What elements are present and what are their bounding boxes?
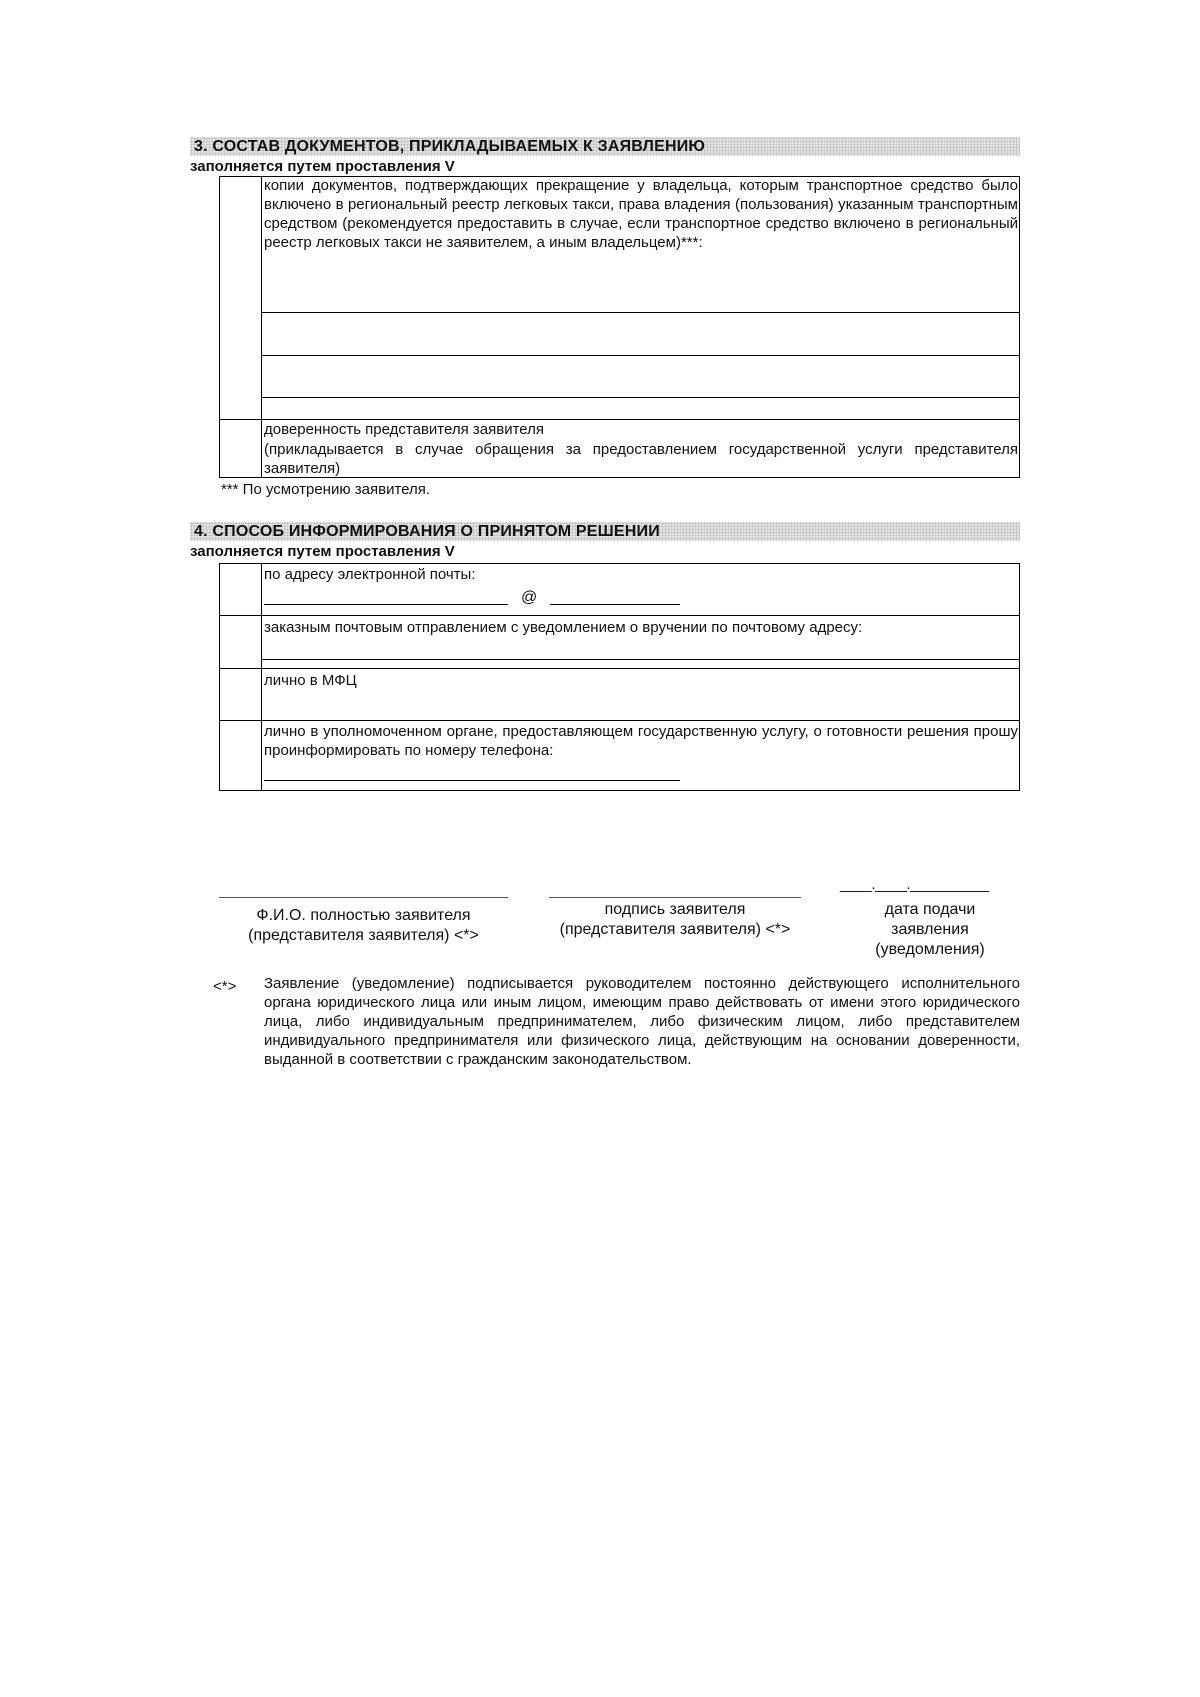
fio-caption-line-1: Ф.И.О. полностью заявителя [256, 907, 471, 924]
date-caption [835, 900, 1025, 960]
notification-row-separator-2 [219, 668, 1020, 669]
footnote: *** По усмотрению заявителя. [221, 481, 431, 498]
section-4-heading: 4. СПОСОБ ИНФОРМИРОВАНИЯ О ПРИНЯТОМ РЕШЕНИИ [190, 522, 1020, 541]
checkbox-mfc[interactable] [221, 670, 260, 719]
option-email-label: по адресу электронной почты: [264, 566, 476, 583]
option-office-label: лично в уполномоченном органе, предоставляющем государственную услугу, о готовности решения прошу проинформировать по номеру телефона: [264, 723, 1018, 759]
option-mfc-label: лично в МФЦ [264, 672, 357, 689]
item-poa-title: доверенность представителя заявителя [264, 421, 545, 438]
checkbox-power-of-attorney[interactable] [221, 421, 260, 477]
signature-caption-line-1: подпись заявителя [604, 901, 746, 918]
note-marker: <*> [213, 978, 237, 995]
postal-address-field[interactable] [261, 659, 1020, 660]
email-local-part-field[interactable] [264, 604, 508, 605]
notification-row-separator-1 [219, 615, 1020, 616]
item-copies-text: копии документов, подтверждающих прекращение у владельца, которым транспортное средство было включено в региональный реестр легковых такси, права владения (пользования) указанным транспортным средством (рекомендуется предоставить в случае, если транспортное средство включено в региональный реестр легковых такси не заявителем, а иным владельцем)***: [264, 177, 1018, 251]
date-caption-line-1: дата подачи [884, 901, 976, 918]
checkbox-copies[interactable] [221, 178, 260, 418]
date-caption-line-2: заявления [891, 921, 969, 938]
fio-caption-line-2: (представителя заявителя) <*> [248, 927, 479, 944]
copies-blank-line-1[interactable] [261, 312, 1020, 313]
signature-line[interactable] [549, 897, 801, 898]
checkbox-post[interactable] [221, 617, 260, 667]
at-sign: @ [521, 589, 538, 606]
documents-table-divider [261, 176, 262, 478]
copies-blank-line-2[interactable] [261, 355, 1020, 356]
checkbox-office[interactable] [221, 722, 260, 790]
fio-signature-line[interactable] [219, 897, 508, 898]
checkbox-email[interactable] [221, 565, 260, 614]
item-poa-note: (прикладывается в случае обращения за предоставлением государственной услуги представителя заявителя) [264, 441, 1018, 477]
signature-caption [549, 900, 801, 940]
note-text: Заявление (уведомление) подписывается руководителем постоянно действующего исполнительного органа юридического лица или иным лицом, имеющим право действовать от имени этого юридического лица, либо индивидуальным предпринимателем, либо физическим лицом, либо представителем индивидуального предпринимателя или физического лица, действующим на основании доверенности, выданной в соответствии с гражданским законодательством. [264, 975, 1020, 1068]
email-domain-field[interactable] [550, 604, 680, 605]
date-field[interactable]: ____.____.__________ [840, 876, 989, 893]
date-caption-line-3: (уведомления) [875, 941, 985, 958]
section-4-subheading: заполняется путем проставления V [190, 543, 455, 560]
notification-row-separator-3 [219, 720, 1020, 721]
fio-caption [219, 906, 508, 946]
option-post-label: заказным почтовым отправлением с уведомлением о вручении по почтовому адресу: [264, 619, 863, 636]
phone-number-field[interactable] [264, 780, 680, 781]
signature-caption-line-2: (представителя заявителя) <*> [559, 921, 791, 938]
notification-table-divider [261, 563, 262, 791]
section-3-heading: 3. СОСТАВ ДОКУМЕНТОВ, ПРИКЛАДЫВАЕМЫХ К ЗАЯВЛЕНИЮ [190, 137, 1020, 156]
section-3-subheading: заполняется путем проставления V [190, 158, 455, 175]
copies-blank-line-3[interactable] [261, 397, 1020, 398]
